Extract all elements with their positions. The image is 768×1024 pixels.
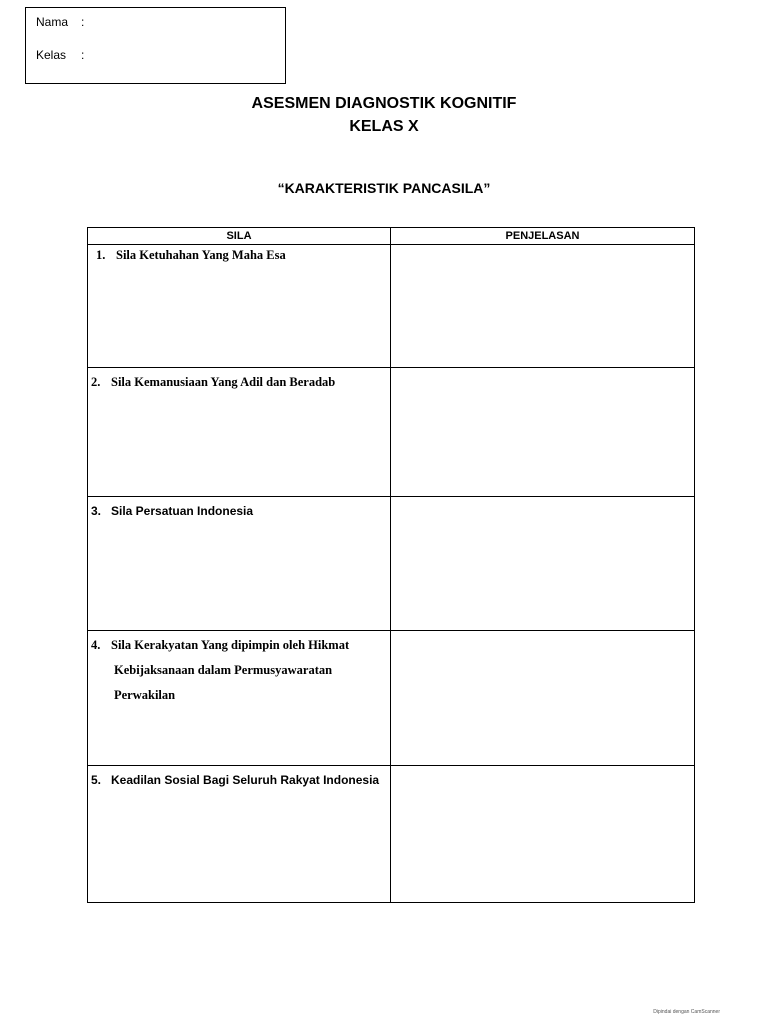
- sila-text: Sila Kemanusiaan Yang Adil dan Beradab: [111, 375, 336, 389]
- row-number: 5.: [91, 773, 102, 787]
- row-number: 4.: [91, 638, 101, 652]
- row-number: 1.: [96, 248, 106, 262]
- name-label: Nama: [36, 15, 69, 29]
- table-row: [88, 631, 695, 766]
- class-row: [36, 48, 84, 62]
- table-row: [88, 245, 695, 368]
- penjelasan-cell[interactable]: [391, 631, 695, 766]
- page-title: ASESMEN DIAGNOSTIK KOGNITIF: [251, 95, 517, 112]
- page-title-class: KELAS X: [349, 118, 419, 135]
- penjelasan-cell[interactable]: [391, 497, 695, 631]
- penjelasan-cell[interactable]: [391, 766, 695, 903]
- name-colon: :: [81, 15, 85, 29]
- table-header-row: [88, 228, 695, 245]
- table-row: [88, 766, 695, 903]
- class-label: Kelas: [36, 48, 67, 62]
- page-subtitle: “KARAKTERISTIK PANCASILA”: [277, 180, 491, 196]
- identity-box: [25, 7, 286, 84]
- penjelasan-cell[interactable]: [391, 368, 695, 497]
- sila-cell: [88, 631, 391, 766]
- column-header-sila: SILA: [88, 228, 391, 245]
- worksheet-table: [87, 227, 695, 903]
- row-number: 3.: [91, 504, 102, 518]
- sila-cell: [88, 368, 391, 497]
- table-row: [88, 368, 695, 497]
- row-number: 2.: [91, 375, 101, 389]
- table-row: [88, 497, 695, 631]
- sila-cell: [88, 497, 391, 631]
- column-header-penjelasan: PENJELASAN: [391, 228, 695, 245]
- sila-cell: [88, 245, 391, 368]
- name-row: [36, 15, 84, 29]
- sila-text: Keadilan Sosial Bagi Seluruh Rakyat Indonesia: [111, 773, 380, 787]
- penjelasan-cell[interactable]: [391, 245, 695, 368]
- sila-text: Sila Ketuhahan Yang Maha Esa: [116, 248, 286, 262]
- sila-cell: [88, 766, 391, 903]
- sila-text: Sila Kerakyatan Yang dipimpin oleh Hikmat: [111, 638, 350, 652]
- sila-text: Sila Persatuan Indonesia: [111, 504, 254, 518]
- class-colon: :: [81, 48, 85, 62]
- scanner-watermark: Dipindai dengan CamScanner: [653, 1009, 720, 1015]
- sila-text-line2: Kebijaksanaan dalam Permusyawaratan: [114, 663, 333, 677]
- sila-text-line3: Perwakilan: [114, 688, 176, 702]
